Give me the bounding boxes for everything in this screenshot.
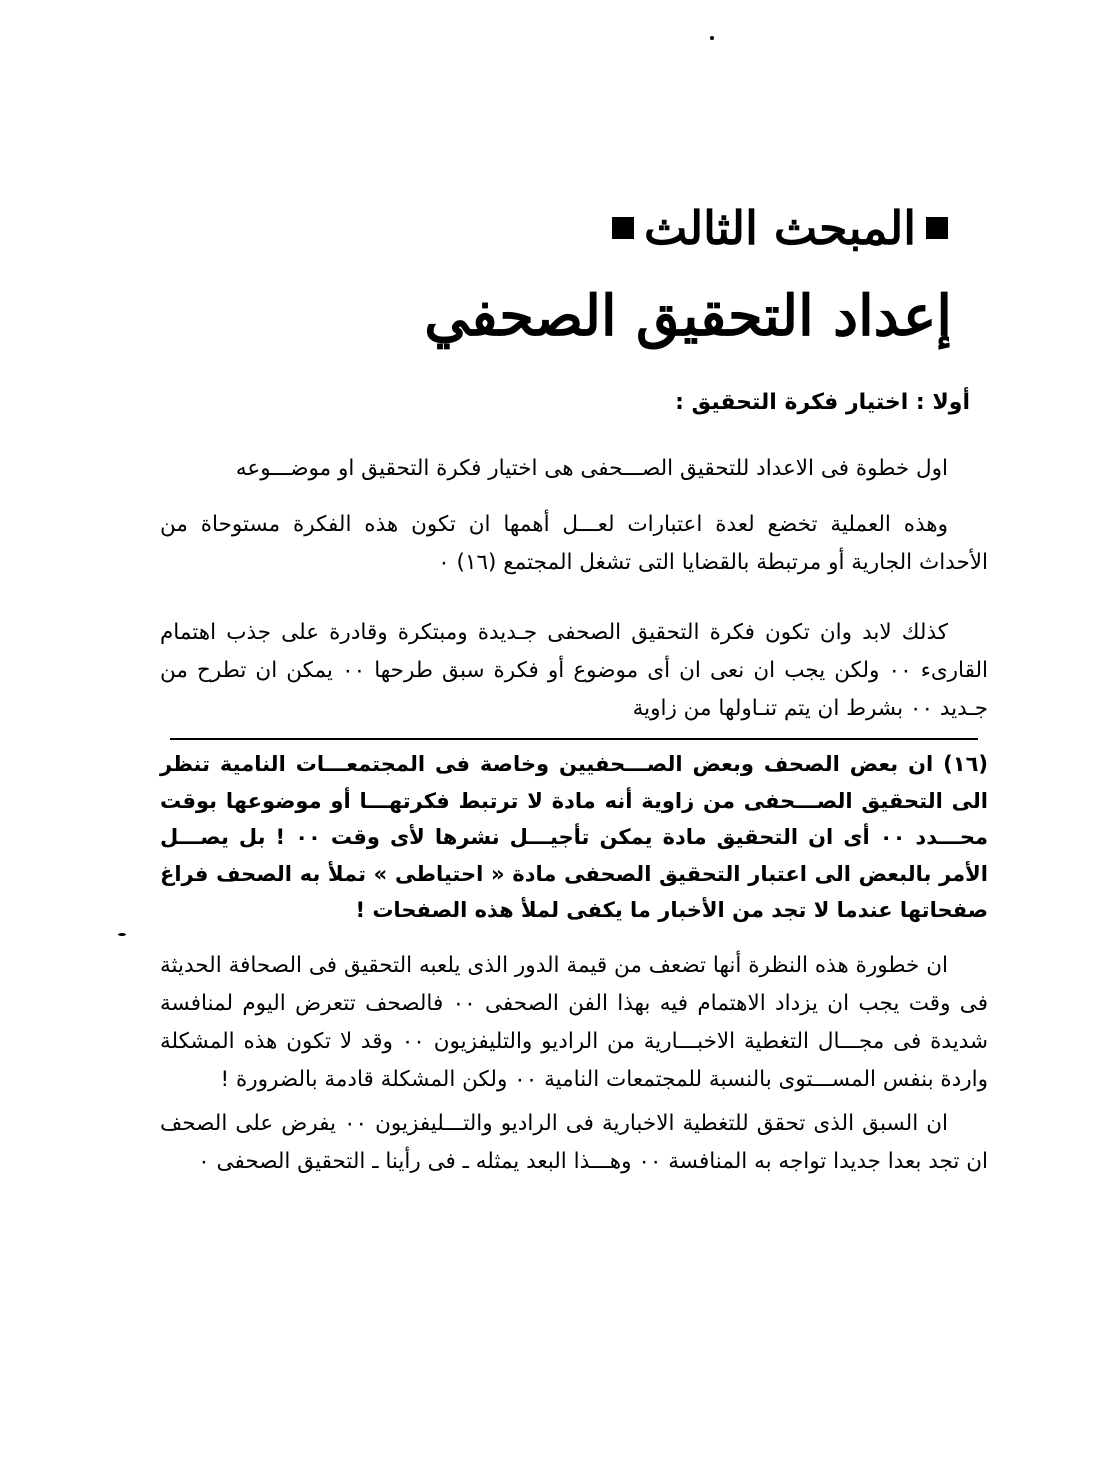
footnote: (١٦) ان بعض الصحف وبعض الصـــحفيين وخاصة فى المجتمعـــات النامية تنظر الى التحقيق الصـــحفى من زاوية أنه مادة لا ترتبط فكرتهـــا أو موضوعها بوقت محـــدد ٠٠ أى ان التحقيق مادة يمكن تأجيـــل نشرها لأى وقت ٠٠ ! بل يصـــل الأمر بالبعض الى اعتبار التحقيق الصحفى مادة « احتياطى » تملأ به الصحف فراغ صفحاتها عندما لا تجد من الأخبار ما يكفى لملأ هذه الصفحات ! [160, 752, 989, 922]
book-page [160, 200, 988, 1181]
scan-speck [710, 36, 714, 40]
paragraph: كذلك لابد وان تكون فكرة التحقيق الصحفى جـديدة ومبتكرة وقادرة على جذب اهتمام القارىء ٠٠ ولكن يجب ان نعى ان أى موضوع أو فكرة سبق طرحها ٠٠ يمكن ان تطرح من جـديد ٠٠ بشرط ان يتم تنـاولها من زاوية [160, 620, 988, 721]
square-bullet-icon [612, 217, 634, 239]
chapter-heading-line [612, 200, 948, 256]
square-bullet-icon [926, 217, 948, 239]
scan-speck [118, 933, 126, 936]
paragraph: ان السبق الذى تحقق للتغطية الاخبارية فى الراديو والتـــليفزيون ٠٠ يفرض على الصحف ان تجد بعدا جديدا تواجه به المنافسة ٠٠ وهـــذا البعد يمثله ـ فى رأينا ـ التحقيق الصحفى ٠ [160, 1110, 988, 1174]
chapter-title: إعداد التحقيق الصحفي [424, 283, 952, 349]
chapter-heading: المبحث الثالث [643, 201, 916, 255]
paragraph: وهذه العملية تخضع لعدة اعتبارات لعـــل أهمها ان تكون هذه الفكرة مستوحاة من الأحداث الجارية أو مرتبطة بالقضايا التى تشغل المجتمع (١٦) ٠ [160, 512, 988, 575]
paragraph: ان خطورة هذه النظرة أنها تضعف من قيمة الدور الذى يلعبه التحقيق فى الصحافة الحديثة فى وقت يجب ان يزداد الاهتمام فيه بهذا الفن الصحفى ٠٠ فالصحف تتعرض اليوم لمنافسة شديدة فى مجـــال التغطية الاخبـــارية من الراديو والتليفزيون ٠٠ وقد لا تكون هذه المشكلة واردة بنفس المســـتوى بالنسبة للمجتمعات النامية ٠٠ ولكن المشكلة قادمة بالضرورة ! [160, 952, 989, 1092]
chapter-header [160, 200, 988, 372]
section-heading: أولا : اختيار فكرة التحقيق : [675, 390, 970, 415]
paragraph: اول خطوة فى الاعداد للتحقيق الصـــحفى هى اختيار فكرة التحقيق او موضـــوعه [235, 456, 948, 481]
footnote-divider [170, 738, 978, 740]
